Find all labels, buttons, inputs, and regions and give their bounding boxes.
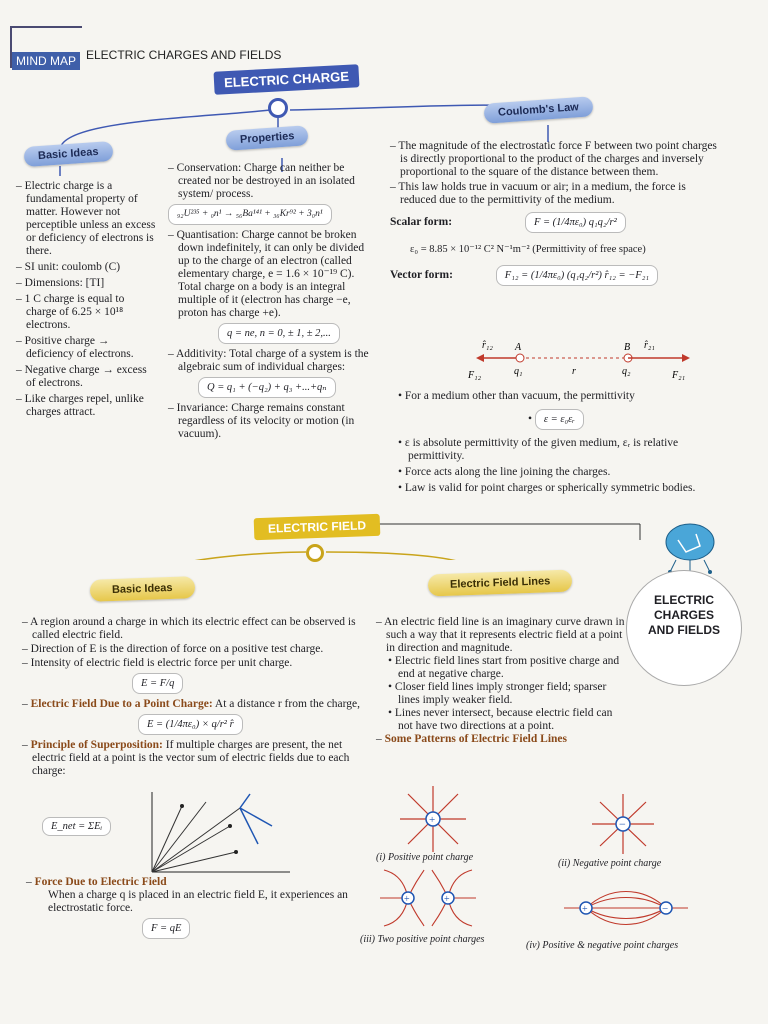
pattern-positive-charge	[396, 782, 470, 856]
scalar-equation: F = (1/4πε₀) q₁q₂/r²	[525, 212, 626, 233]
list-item: – Like charges repel, unlike charges attract.	[16, 393, 156, 419]
field-lines-section: – An electric field line is an imaginary curve drawn in such a way that it represents electric field at a point in direction and magnitude. • Electric field lines start from positive charge and end at negative charge. • Closer field lines imply stronger field; sparser lines imply weaker field. • Lines never intersect, because electric field can not have two directions at a point. – Some Patterns of Electric Field Lines	[376, 616, 628, 746]
label-r: r	[572, 366, 576, 377]
brain-circuit-icon	[656, 520, 724, 576]
list-item: • Lines never intersect, because electric field can not have two directions at a point.	[388, 707, 628, 733]
force-equation: F = qE	[142, 918, 190, 939]
charge-point	[180, 804, 184, 808]
point-charge-equation: E = (1/4πε₀) × q/r² r̂	[138, 714, 243, 735]
field-lines-intro: An electric field line is an imaginary curve drawn in such a way that it represents electric field at a point in direction and magnitude.	[384, 616, 625, 654]
label-b: B	[624, 342, 631, 353]
pattern-two-positive	[378, 868, 478, 928]
list-item: • Electric field lines start from positive charge and end at negative charge.	[388, 655, 628, 681]
additivity-equation: Q = q₁ + (−q₂) + q₃ +...+qₙ	[198, 377, 336, 398]
conservation-equation: ₉₂U²³⁵ + ₀n¹ → ₅₆Ba¹⁴¹ + ₃₆Kr⁹² + 3₀n¹	[168, 204, 332, 225]
electric-charge-banner: ELECTRIC CHARGE	[213, 64, 359, 95]
charge-basic-list	[16, 180, 156, 422]
field-basic-ideas-pill: Basic Ideas	[90, 576, 195, 602]
pattern-caption: (i) Positive point charge	[376, 852, 474, 863]
field-node	[306, 544, 324, 562]
properties-list: – Conservation: Charge can neither be created nor be destroyed in an isolated system/ process. ₉₂U²³⁵ + ₀n¹ → ₅₆Ba¹⁴¹ + ₃₆Kr⁹² + 3₀n¹ – Quantisation: Charge cannot be broken down indefinitely, it can only be divided up to the charge of an electron (called elementary charge, e = 1.6 × 10⁻¹⁹ C). Total charge on a body is an integral multiple of it (electron has charge −e, proton has charge +e). q = ne, n = 0, ± 1, ± 2,... – Additivity: Total charge of a system is the algebraic sum of individual charges: Q = q₁ + (−q₂) + q₃ +...+qₙ – Invariance: Charge remains constant regardless of its velocity or motion (in vacuum).	[168, 162, 369, 440]
medium-eq-row	[398, 406, 728, 434]
center-title-line: AND FIELDS	[648, 623, 720, 637]
field-lines-pill: Electric Field Lines	[428, 569, 573, 596]
charge-a	[516, 354, 524, 362]
pattern-negative-charge	[588, 792, 658, 856]
superposition-text: If multiple charges are present, the net electric field at a point is the vector sum of electric fields due to each charge:	[32, 739, 350, 777]
vector-equation: F₁₂ = (1/4πε₀) (q₁q₂/r²) r̂₁₂ = −F₂₁	[496, 265, 658, 286]
list-item: • Law is valid for point charges or spherically symmetric bodies.	[398, 482, 728, 495]
svg-text:+: +	[444, 894, 450, 905]
list-item: • ε is absolute permittivity of the given medium, εᵣ is relative permittivity.	[398, 437, 728, 463]
patterns-title: Some Patterns of Electric Field Lines	[384, 733, 567, 745]
center-title-line: CHARGES	[653, 608, 714, 622]
epsilon-zero-value: ε₀ = 8.85 × 10⁻¹² C² N⁻¹m⁻² (Permittivity of free space)	[410, 244, 646, 255]
list-item: • Force acts along the line joining the charges.	[398, 466, 728, 479]
field-direction: Direction of E is the direction of force on a positive test charge.	[30, 643, 324, 655]
center-title-circle	[626, 570, 742, 686]
field-basic-section: – A region around a charge in which its electric effect can be observed is called electric field. – Direction of E is the direction of force on a positive test charge. – Intensity of electric field is electric force per unit charge. E = F/q – Electric Field Due to a Point Charge: At a distance r from the charge, E = (1/4πε₀) × q/r² r̂ – Principle of Superposition: If multiple charges are present, the net electric field at a point is the vector sum of electric fields due to each charge:	[22, 616, 360, 777]
superposition-label: Principle of Superposition:	[30, 739, 163, 751]
quantisation-text: Quantisation: Charge cannot be broken down indefinitely, it can only be divided up to the charge of an electron (called elementary charge, e = 1.6 × 10⁻¹⁹ C). Total charge on a body is an integral multiple of it (electron has charge −e, proton has charge +e).	[176, 229, 365, 319]
list-item: • Closer field lines imply stronger field; sparser lines imply weaker field.	[388, 681, 628, 707]
label-r21: r̂₂₁	[644, 340, 655, 351]
field-definition: A region around a charge in which its electric effect can be observed is called electric field.	[30, 616, 356, 641]
list-item: – Dimensions: [TI]	[16, 277, 156, 290]
position-vector	[152, 808, 240, 872]
field-vector	[240, 794, 250, 808]
svg-text:+: +	[404, 894, 410, 905]
scalar-form-label: Scalar form:	[390, 216, 453, 228]
electric-field-banner: ELECTRIC FIELD	[254, 514, 381, 540]
mind-map-tag: MIND MAP	[12, 52, 80, 70]
label-f21: F₂₁	[672, 370, 686, 381]
list-item: – 1 C charge is equal to charge of 6.25 × 10¹⁸ electrons.	[16, 293, 156, 332]
arrowhead	[476, 354, 484, 362]
label-q2: q₂	[622, 366, 631, 377]
coulombs-law-pill: Coulomb's Law	[483, 96, 593, 124]
coulomb-medium-note: This law holds true in vacuum or air; in a medium, the force is reduced due to the permittivity of the medium.	[398, 181, 686, 206]
svg-text:+: +	[429, 814, 436, 826]
label-r12: r̂₁₂	[482, 340, 493, 351]
center-title-line: ELECTRIC	[654, 593, 714, 607]
point-charge-label: Electric Field Due to a Point Charge:	[30, 698, 213, 710]
invariance-text: Invariance: Charge remains constant regardless of its velocity or motion (in vacuum).	[176, 402, 355, 440]
coulomb-medium-list	[398, 390, 728, 498]
pattern-caption: (iii) Two positive point charges	[360, 934, 485, 945]
force-section: – Force Due to Electric Field When a charge q is placed in an electric field E, it experiences an electrostatic force. F = qE	[26, 876, 356, 943]
label-q1: q₁	[514, 366, 523, 377]
charge-point	[228, 824, 232, 828]
field-intensity: Intensity of electric field is electric force per unit charge.	[30, 657, 293, 669]
superposition-diagram	[140, 786, 300, 882]
svg-text:+: +	[582, 904, 588, 915]
position-vector	[152, 826, 230, 872]
pattern-dipole	[560, 884, 692, 932]
force-label: Force Due to Electric Field	[34, 876, 167, 888]
list-item: • For a medium other than vacuum, the permittivity	[398, 390, 728, 403]
arrowhead	[682, 354, 690, 362]
pattern-caption: (iv) Positive & negative point charges	[526, 940, 679, 951]
point-charge-text: At a distance r from the charge,	[214, 698, 360, 710]
charge-point	[234, 850, 238, 854]
label-a: A	[515, 342, 522, 353]
list-item: – Positive charge → deficiency of electrons.	[16, 335, 156, 361]
force-text: When a charge q is placed in an electric field E, it experiences an electrostatic force.	[48, 889, 348, 914]
medium-equation: ε = ε₀εᵣ	[535, 409, 584, 430]
superposition-equation: E_net = ΣEᵢ	[42, 817, 111, 836]
list-item: – Negative charge → excess of electrons.	[16, 364, 156, 390]
additivity-text: Additivity: Total charge of a system is the algebraic sum of individual charges:	[176, 348, 369, 373]
charge-node	[268, 98, 288, 118]
label-f12: F₁₂	[468, 370, 482, 381]
intensity-equation: E = F/q	[132, 673, 183, 694]
svg-text:−: −	[619, 817, 626, 831]
page-title: ELECTRIC CHARGES AND FIELDS	[86, 48, 282, 62]
list-item: – SI unit: coulomb (C)	[16, 261, 156, 274]
conservation-text: Conservation: Charge can neither be created nor be destroyed in an isolated system/ process.	[176, 162, 355, 200]
coulomb-section: – The magnitude of the electrostatic force F between two point charges is directly proportional to the product of the charges and inversely proportional to the square of the distance between them. – This law holds true in vacuum or air; in a medium, the force is reduced due to the permittivity of the medium. Scalar form: F = (1/4πε₀) q₁q₂/r² ε₀ = 8.85 × 10⁻¹² C² N⁻¹m⁻² (Permittivity of free space) Vector form: F₁₂ = (1/4πε₀) (q₁q₂/r²) r̂₁₂ = −F₂₁	[390, 140, 720, 290]
properties-pill: Properties	[225, 125, 309, 151]
vector-form-label: Vector form:	[390, 269, 453, 281]
charge-basic-ideas-pill: Basic Ideas	[23, 141, 113, 167]
coulomb-definition: The magnitude of the electrostatic force F between two point charges is directly proportional to the product of the charges and inversely proportional to the square of the distance between them.	[398, 140, 717, 178]
pattern-caption: (ii) Negative point charge	[558, 858, 662, 869]
coulomb-force-diagram	[460, 336, 700, 382]
field-lines-list	[376, 655, 628, 733]
list-item: – Electric charge is a fundamental property of matter. However not perceptible unless an excess or deficiency of electrons is there.	[16, 180, 156, 258]
svg-text:−: −	[662, 903, 669, 915]
quantisation-equation: q = ne, n = 0, ± 1, ± 2,...	[218, 323, 340, 344]
